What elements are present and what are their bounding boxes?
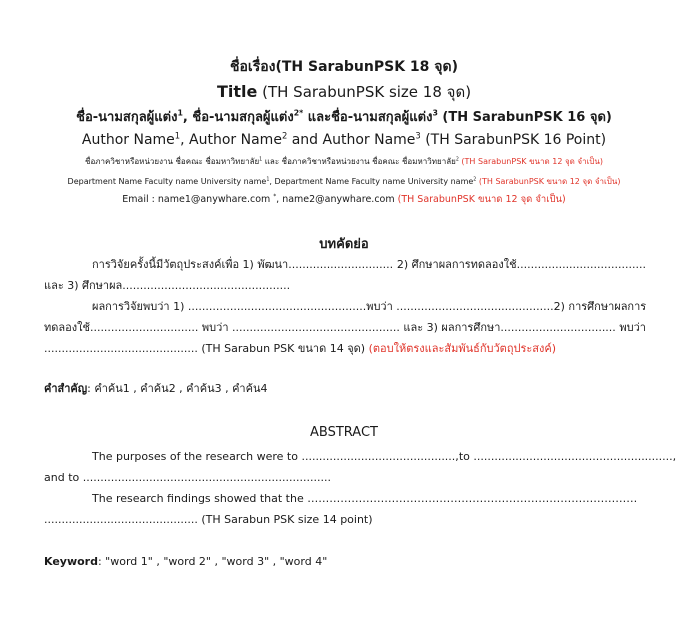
text-span: 2) ศึกษาผลการทดลองใช้..................................... <box>396 258 646 271</box>
text-span: 2) การศึกษาผลการ <box>553 300 647 313</box>
text-span: และ 3) ศึกษาผล................................................ <box>44 279 291 292</box>
eng-aff-sup-1: 1 <box>266 177 270 183</box>
thai-aff-sup-2: 2 <box>455 157 459 163</box>
text-line <box>44 378 646 399</box>
author-sup-1: 1 <box>177 108 183 118</box>
thai-abstract-paragraph-1 <box>44 254 646 296</box>
text-span: การวิจัยครั้งนี้มีวัตถุประสงค์เพื่อ 1) พัฒนา.............................. <box>92 258 394 271</box>
english-abstract-paragraph-2 <box>44 488 646 530</box>
text-line <box>44 488 646 509</box>
text-line <box>44 317 646 338</box>
english-keywords <box>44 551 646 572</box>
thai-keywords <box>44 378 646 399</box>
eng-aff-sup-2: 2 <box>473 177 477 183</box>
thai-abstract-paragraph-2 <box>44 296 646 359</box>
text-line <box>44 509 646 530</box>
text-span: (TH Sarabun PSK size 14 point) <box>197 513 373 526</box>
text-span: พบว่า ............................................. <box>366 300 554 313</box>
text-line <box>44 467 646 488</box>
eng-affiliation-note: (TH SarabunPSK ขนาด 12 จุด จำเป็น) <box>476 177 621 186</box>
text-line <box>44 296 646 317</box>
eng-author-sup-3: 3 <box>415 130 421 141</box>
english-abstract-paragraph-1 <box>44 446 677 488</box>
text-span: ทดลองใช้............................... <box>44 321 199 334</box>
english-author-3: and Author Name <box>287 132 416 148</box>
author-sup-3: 3 <box>432 108 438 118</box>
text-line <box>44 254 646 275</box>
english-abstract-heading: ABSTRACT <box>310 425 378 440</box>
text-span: และ 3) ผลการศึกษา................................. <box>403 321 616 334</box>
english-author-2: , Author Name <box>180 132 282 148</box>
objective-note: (ตอบให้ตรงและสัมพันธ์กับวัตถุประสงค์) <box>368 342 557 355</box>
text-span: พบว่า <box>619 321 646 334</box>
thai-aff-sup-1: 1 <box>259 157 263 163</box>
thai-author-3: และชื่อ-นามสกุลผู้แต่ง <box>303 110 433 125</box>
english-title-rest: (TH SarabunPSK size 18 จุด) <box>257 83 472 101</box>
thai-author-1: ชื่อ-นามสกุลผู้แต่ง <box>76 110 178 125</box>
english-author-1: Author Name <box>81 132 175 148</box>
text-line <box>44 338 646 359</box>
keyword-label: Keyword <box>44 555 98 568</box>
text-line <box>44 275 646 296</box>
english-affiliation <box>0 175 688 188</box>
thai-authors <box>0 106 688 127</box>
author-sup-2: 2* <box>293 108 304 118</box>
keywords-label: คำสำคัญ <box>44 382 88 395</box>
email-2: , name2@anywhare.com <box>276 194 395 205</box>
text-span: to ........................................................., <box>458 450 677 463</box>
thai-affiliation <box>0 155 688 168</box>
eng-author-sup-1: 1 <box>174 130 181 141</box>
thai-author-2: , ชื่อ-นามสกุลผู้แต่ง <box>182 110 294 125</box>
english-authors <box>0 132 688 148</box>
text-span: ผลการวิจัยพบว่า 1) ................................................... <box>92 300 367 313</box>
text-span: พบว่า ................................................ <box>201 321 400 334</box>
thai-affiliation-2: และ ชื่อภาควิชาหรือหน่วยงาน ชื่อคณะ ชื่อมหาวิทยาลัย <box>262 157 456 166</box>
eng-affiliation-2: , Department Name Faculty name University name <box>269 177 474 186</box>
text-span: ............................................ <box>44 513 198 526</box>
thai-affiliation-note: (TH SarabunPSK ขนาด 12 จุด จำเป็น) <box>458 157 603 166</box>
keywords-value: : คำค้น1 , คำค้น2 , คำค้น3 , คำค้น4 <box>87 382 268 395</box>
text-span: The purposes of the research were to ............................................, <box>92 450 459 463</box>
email-note: (TH SarabunPSK ขนาด 12 จุด จำเป็น) <box>394 194 566 205</box>
eng-affiliation-1: Department Name Faculty name University name <box>67 177 267 186</box>
email-1: Email : name1@anywhare.com <box>122 194 274 205</box>
text-span: (TH Sarabun PSK ขนาด 14 จุด) <box>197 342 369 355</box>
thai-title: ชื่อเรื่อง(TH SarabunPSK 18 จุด) <box>230 59 458 75</box>
english-title: Title (TH SarabunPSK size 18 จุด) <box>216 82 472 101</box>
text-span: ............................................ <box>44 342 198 355</box>
text-line <box>44 446 677 467</box>
text-span: and to ....................................................................... <box>44 471 331 484</box>
text-line <box>44 551 646 572</box>
email-sup: * <box>273 193 277 200</box>
keyword-value: : "word 1" , "word 2" , "word 3" , "word 4" <box>97 555 328 568</box>
text-span: The research findings showed that the ……………………………………………………………………………… <box>92 492 638 505</box>
english-authors-font-note: (TH SarabunPSK 16 Point) <box>420 132 607 148</box>
thai-abstract-heading: บทคัดย่อ <box>319 237 369 252</box>
thai-affiliation-1: ชื่อภาควิชาหรือหน่วยงาน ชื่อคณะ ชื่อมหาวิทยาลัย <box>85 157 260 166</box>
eng-author-sup-2: 2 <box>281 130 288 141</box>
email-line <box>0 192 688 207</box>
thai-authors-font-note: (TH SarabunPSK 16 จุด) <box>437 110 612 125</box>
